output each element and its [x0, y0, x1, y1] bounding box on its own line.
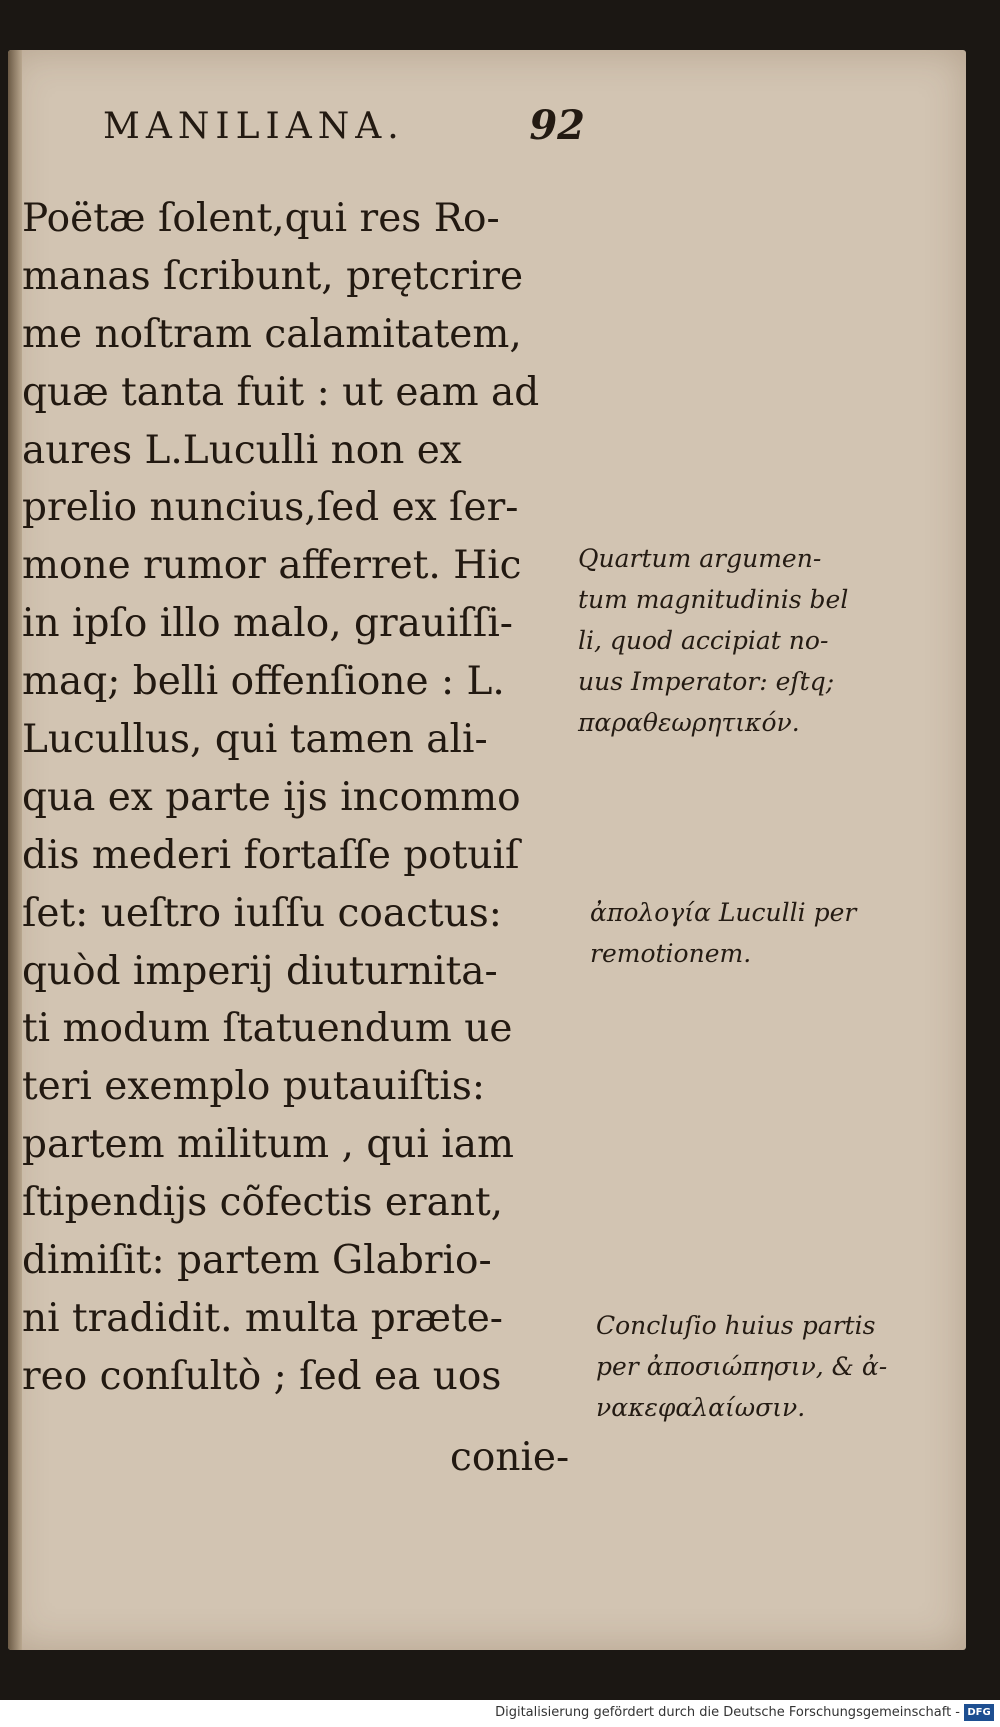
text-line: ti modum ſtatuendum ue [22, 1006, 513, 1052]
text-line: partem militum , qui iam [22, 1122, 515, 1168]
margin-note-line: Quartum argumen- [578, 544, 822, 573]
funding-credit: Digitalisierung gefördert durch die Deutsche Forschungsgemeinschaft - [495, 1705, 960, 1720]
margin-note-line: παραθεωρητικόν. [578, 708, 800, 737]
margin-note-line: li, quod accipiat no- [578, 626, 829, 655]
text-line: ni tradidit. multa præte- [22, 1295, 503, 1341]
text-line: ſet: ueſtro iuſſu coactus: [22, 890, 502, 936]
text-line: quæ tanta fuit : ut eam ad [22, 369, 540, 415]
text-line: maq; belli offenſione : L. [22, 659, 505, 705]
margin-note-line: remotionem. [590, 939, 752, 968]
text-line: qua ex parte ijs incommo [22, 774, 521, 820]
main-text-block [22, 190, 582, 1406]
running-title: MANILIANA. [103, 106, 405, 147]
margin-note-line: Concluſio huius partis [596, 1311, 876, 1340]
margin-note-line: uus Imperator: eſtq; [578, 667, 835, 696]
margin-note-line: ἀπολογία Luculli per [590, 898, 857, 927]
margin-note-apologia [590, 892, 890, 974]
text-line: teri exemplo putauiſtis: [22, 1064, 486, 1110]
text-line: ſtipendijs cõfectis erant, [22, 1180, 504, 1226]
margin-note-line: νακεφαλαίωσιν. [596, 1393, 806, 1422]
dfg-logo: DFG [964, 1704, 994, 1721]
margin-note-argument [578, 538, 878, 743]
text-line: dimiſit: partem Glabrio- [22, 1238, 492, 1284]
catchword: conie- [450, 1435, 570, 1480]
text-line: me noſtram calamitatem, [22, 311, 522, 357]
text-line: quòd imperij diuturnita- [22, 948, 498, 994]
text-line: dis mederi fortaſſe potuiſ [22, 832, 520, 878]
text-line: Lucullus, qui tamen ali- [22, 717, 488, 763]
text-line: in ipſo illo malo, grauiſſi- [22, 601, 513, 647]
digitization-footer [0, 1700, 1000, 1727]
text-line: prelio nuncius,ſed ex ſer- [22, 485, 519, 531]
margin-note-conclusion [596, 1305, 896, 1428]
text-line: mone rumor afferret. Hic [22, 543, 522, 589]
margin-note-line: per ἀποσιώπησιν, & ἀ- [596, 1352, 888, 1381]
text-line: aures L.Luculli non ex [22, 427, 462, 473]
page-number: 92 [529, 102, 585, 149]
text-line: Poëtæ ſolent,qui res Ro- [22, 196, 500, 241]
text-line: manas ſcribunt, prętcrire [22, 253, 524, 299]
page-header [95, 96, 585, 152]
text-line: reo conſultò ; ſed ea uos [22, 1353, 502, 1399]
margin-note-line: tum magnitudinis bel [578, 585, 849, 614]
page-spine-edge [8, 50, 22, 1650]
